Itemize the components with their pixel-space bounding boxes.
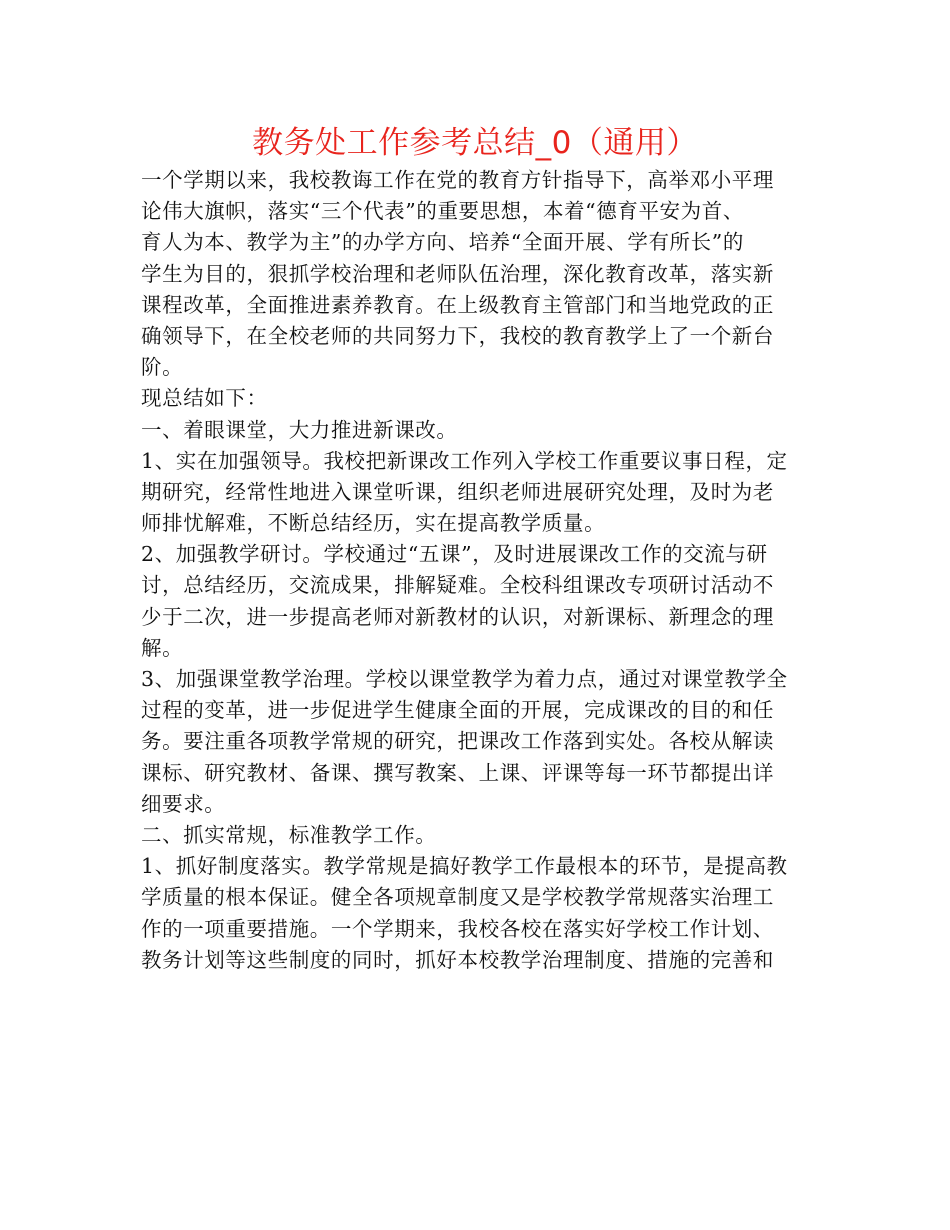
body-text-line: 现总结如下： (141, 386, 268, 411)
body-text-line: 育人为本、教学为主”的办学方向、培养“全面开展、学有所长”的 (141, 230, 744, 255)
body-text-line: 2、加强教学研讨。学校通过“五课”，及时进展课改工作的交流与研 (141, 542, 768, 567)
body-text-line: 务。要注重各项教学常规的研究，把课改工作落到实处。各校从解读 (141, 729, 774, 754)
body-text-line: 少于二次，进一步提高老师对新教材的认识，对新课标、新理念的理 (141, 604, 774, 629)
body-text-line: 确领导下，在全校老师的共同努力下，我校的教育教学上了一个新台 (141, 323, 774, 348)
body-text-line: 一个学期以来，我校教诲工作在党的教育方针指导下，高举邓小平理 (141, 168, 774, 192)
body-text-line: 作的一项重要措施。一个学期来，我校各校在落实好学校工作计划、 (141, 916, 774, 941)
body-text-line: 1、抓好制度落实。教学常规是搞好教学工作最根本的环节，是提高教 (141, 854, 788, 879)
body-text-line: 过程的变革，进一步促进学生健康全面的开展，完成课改的目的和任 (141, 698, 774, 723)
body-text-line: 师排忧解难，不断总结经历，实在提高教学质量。 (141, 511, 606, 536)
body-text-line: 一、着眼课堂，大力推进新课改。 (141, 417, 458, 442)
body-text-line: 期研究，经常性地进入课堂听课，组织老师进展研究处理，及时为老 (141, 479, 774, 504)
document-body (141, 165, 821, 976)
document-title: 教务处工作参考总结_0（通用） (252, 125, 698, 161)
body-text-line: 课程改革，全面推进素养教育。在上级教育主管部门和当地党政的正 (141, 292, 774, 317)
body-text-line: 二、抓实常规，标准教学工作。 (141, 822, 437, 847)
body-text-line: 1、实在加强领导。我校把新课改工作列入学校工作重要议事日程，定 (141, 448, 788, 473)
body-text-line: 学质量的根本保证。健全各项规章制度又是学校教学常规落实治理工 (141, 885, 774, 910)
body-text-line: 讨，总结经历，交流成果，排解疑难。全校科组课改专项研讨活动不 (141, 573, 774, 598)
body-text-line: 学生为目的，狠抓学校治理和老师队伍治理，深化教育改革，落实新 (141, 261, 774, 286)
body-text-line: 课标、研究教材、备课、撰写教案、上课、评课等每一环节都提出详 (141, 760, 774, 785)
body-text-line: 论伟大旗帜，落实“三个代表”的重要思想，本着“德育平安为首、 (141, 199, 744, 224)
body-text-line: 细要求。 (141, 791, 226, 816)
body-text-line: 教务计划等这些制度的同时，抓好本校教学治理制度、措施的完善和 (141, 947, 774, 972)
body-text-line: 阶。 (141, 355, 184, 380)
body-text-line: 解。 (141, 635, 184, 660)
body-text-line: 3、加强课堂教学治理。学校以课堂教学为着力点，通过对课堂教学全 (141, 667, 788, 691)
